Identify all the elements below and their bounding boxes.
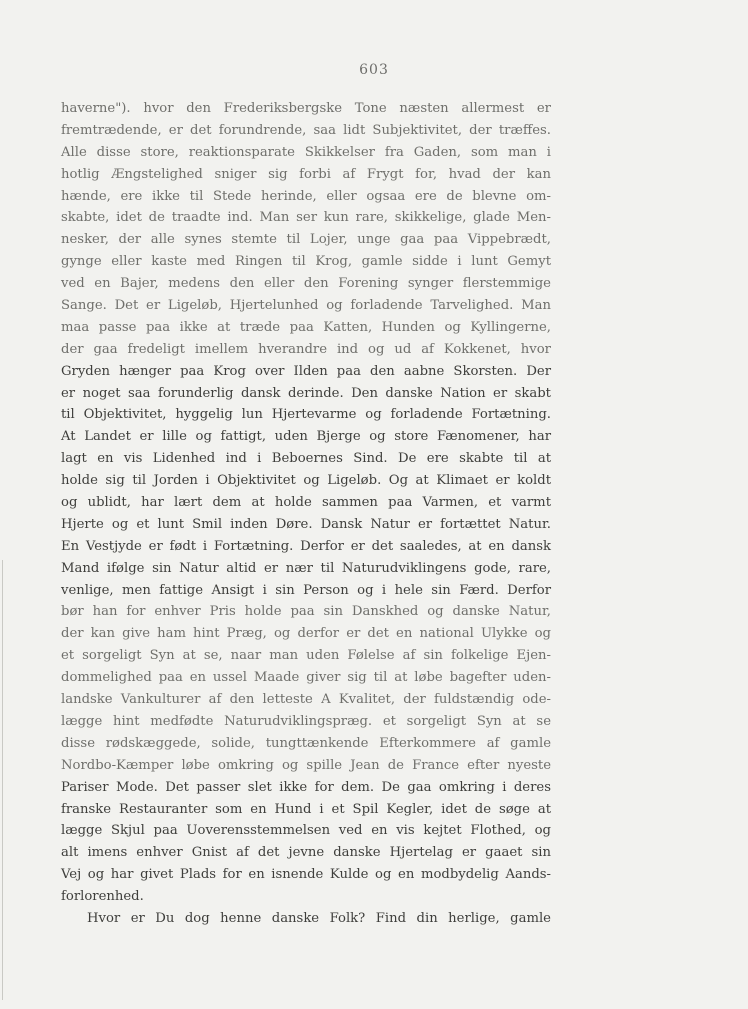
text-line: et sorgeligt Syn at se, naar man uden Følelse af sin folkelige Ejen- <box>61 648 551 664</box>
left-margin-mark <box>2 560 3 1000</box>
text-line: lagt en vis Lidenhed ind i Beboernes Sind. De ere skabte til at <box>61 451 551 467</box>
text-line: bør han for enhver Pris holde paa sin Danskhed og danske Natur, <box>61 604 551 620</box>
text-line: At Landet er lille og fattigt, uden Bjerge og store Fænomener, har <box>61 429 551 445</box>
text-line: Nordbo-Kæmper løbe omkring og spille Jean de France efter nyeste <box>61 757 551 773</box>
body-text <box>61 98 551 930</box>
text-line: Vej og har givet Plads for en isnende Kulde og en modbydelig Aands- <box>61 867 551 883</box>
text-line: En Vestjyde er født i Fortætning. Derfor er det saaledes, at en dansk <box>61 538 551 554</box>
text-line: Hvor er Du dog henne danske Folk? Find din herlige, gamle <box>87 910 551 926</box>
text-line: hotlig Ængstelighed sniger sig forbi af Frygt for, hvad der kan <box>61 166 551 182</box>
text-line: nesker, der alle synes stemte til Lojer, unge gaa paa Vippebrædt, <box>61 232 551 248</box>
text-line: alt imens enhver Gnist af det jevne danske Hjertelag er gaaet sin <box>61 845 551 861</box>
text-line: disse rødskæggede, solide, tungttænkende Efterkommere af gamle <box>61 735 551 751</box>
text-line: holde sig til Jorden i Objektivitet og Ligeløb. Og at Klimaet er koldt <box>61 473 551 489</box>
text-line: landske Vankulturer af den letteste A Kvalitet, der fuldstændig ode- <box>61 692 551 708</box>
page-number: 603 <box>359 62 389 78</box>
text-line: og ublidt, har lært dem at holde sammen paa Varmen, et varmt <box>61 495 551 511</box>
text-line: ved en Bajer, medens den eller den Forening synger flerstemmige <box>61 276 551 292</box>
text-line: Alle disse store, reaktionsparate Skikkelser fra Gaden, som man i <box>61 144 551 160</box>
text-line: franske Restauranter som en Hund i et Spil Kegler, idet de søge at <box>61 801 551 817</box>
text-line: skabte, idet de traadte ind. Man ser kun rare, skikkelige, glade Men- <box>61 210 551 226</box>
text-line: hænde, ere ikke til Stede herinde, eller ogsaa ere de blevne om- <box>61 188 551 204</box>
text-line: Gryden hænger paa Krog over Ilden paa den aabne Skorsten. Der <box>61 363 551 379</box>
text-line: Hjerte og et lunt Smil inden Døre. Dansk Natur er fortættet Natur. <box>61 516 551 532</box>
text-line: venlige, men fattige Ansigt i sin Person og i hele sin Færd. Derfor <box>61 582 551 598</box>
text-line: Sange. Det er Ligeløb, Hjertelunhed og forladende Tarvelighed. Man <box>61 298 551 314</box>
text-line: gynge eller kaste med Ringen til Krog, gamle sidde i lunt Gemyt <box>61 254 551 270</box>
text-line: forlorenhed. <box>61 889 144 905</box>
text-line: er noget saa forunderlig dansk derinde. Den danske Nation er skabt <box>61 385 551 401</box>
text-line: dommelighed paa en ussel Maade giver sig til at løbe bagefter uden- <box>61 670 551 686</box>
text-line: Pariser Mode. Det passer slet ikke for dem. De gaa omkring i deres <box>61 779 551 795</box>
text-line: Mand ifølge sin Natur altid er nær til Naturudviklingens gode, rare, <box>61 560 551 576</box>
text-line: haverne"). hvor den Frederiksbergske Tone næsten allermest er <box>61 101 551 116</box>
text-line: der gaa fredeligt imellem hverandre ind og ud af Kokkenet, hvor <box>61 341 551 357</box>
text-line: lægge hint medfødte Naturudviklingspræg. et sorgeligt Syn at se <box>61 713 551 729</box>
text-line: til Objektivitet, hyggelig lun Hjertevarme og forladende Fortætning. <box>61 407 551 423</box>
text-line: fremtrædende, er det forundrende, saa lidt Subjektivitet, der træffes. <box>61 122 551 138</box>
text-line: der kan give ham hint Præg, og derfor er det en national Ulykke og <box>61 626 551 642</box>
text-line: lægge Skjul paa Uoverensstemmelsen ved en vis kejtet Flothed, og <box>61 823 551 839</box>
text-line: maa passe paa ikke at træde paa Katten, Hunden og Kyllingerne, <box>61 319 551 335</box>
